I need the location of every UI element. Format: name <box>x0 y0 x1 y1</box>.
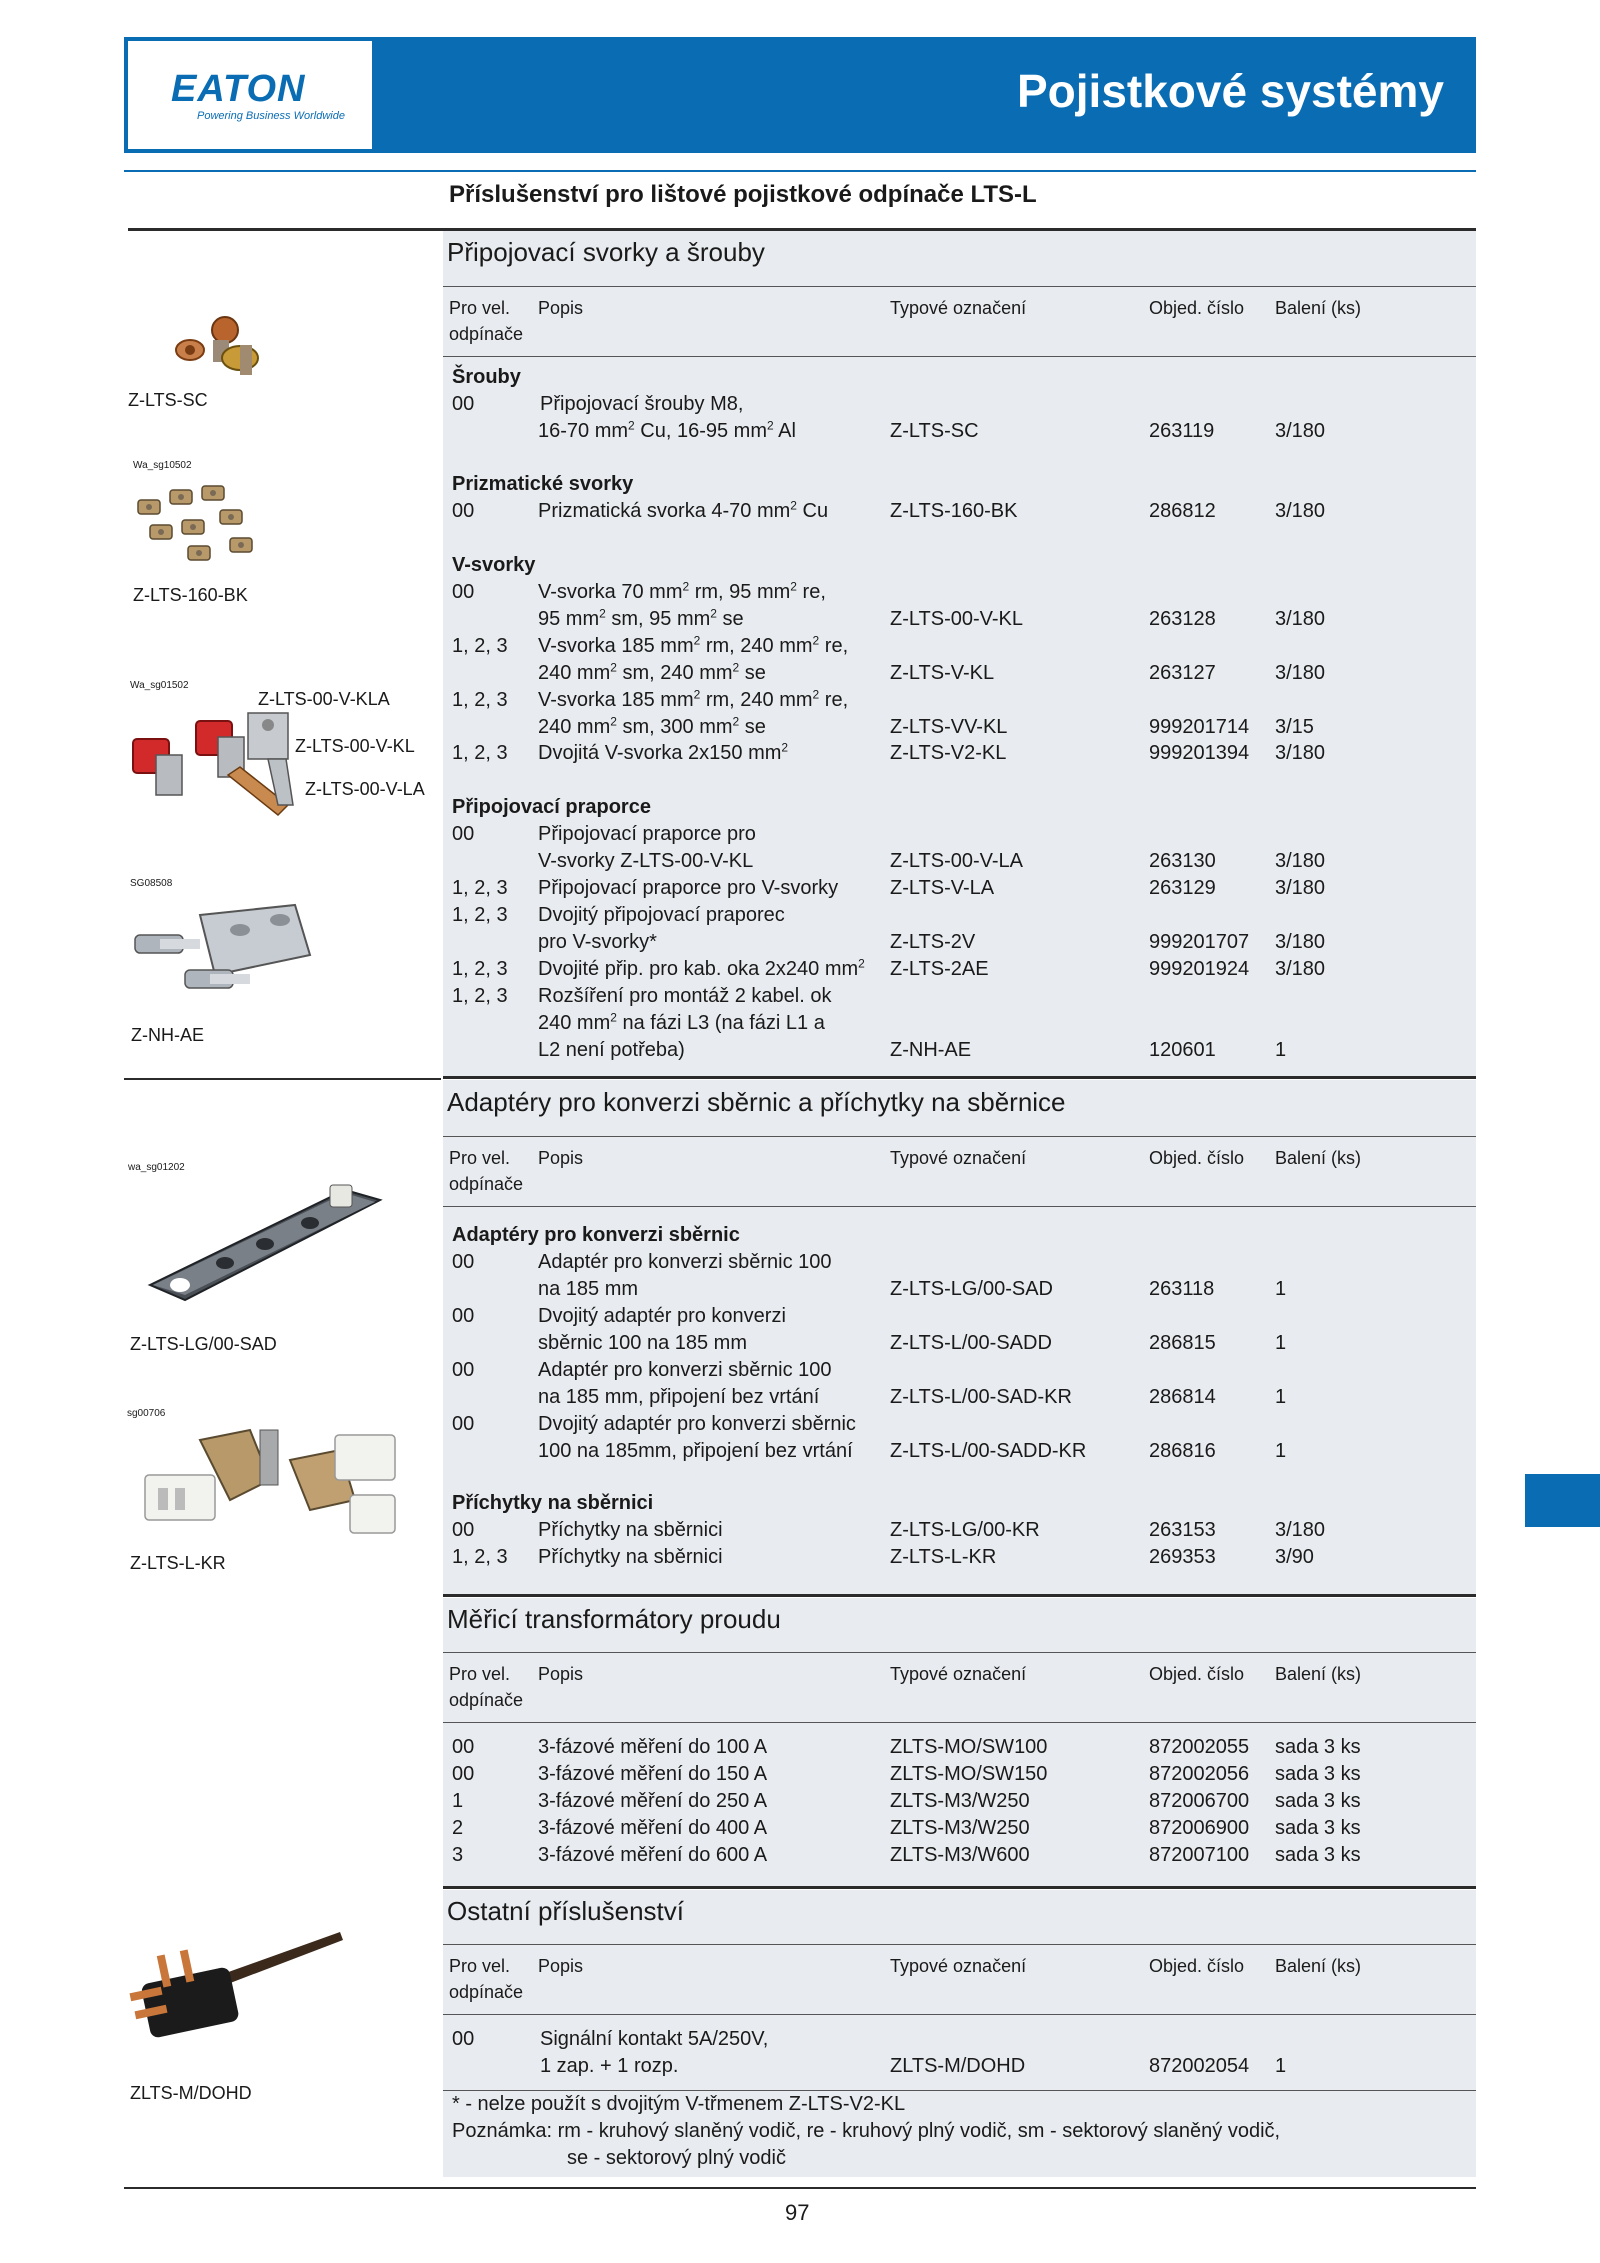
col-size-2: odpínače <box>449 1690 524 1710</box>
section-title: Připojovací svorky a šrouby <box>447 237 765 267</box>
row-desc: Připojovací praporce pro <box>538 823 756 845</box>
image-code: SG08508 <box>130 878 173 889</box>
row-size: 00 <box>452 1251 475 1273</box>
row-desc: sběrnic 100 na 185 mm <box>538 1332 748 1354</box>
row-size: 00 <box>452 1736 475 1758</box>
row-desc: V-svorka 185 $mm^2$ rm, 240 $mm^2$ re, <box>538 633 849 657</box>
row-desc: 3-fázové měření do 150 A <box>538 1763 768 1785</box>
col-size: Pro vel. <box>449 1956 511 1976</box>
row-size: 1 <box>452 1790 464 1812</box>
col-size: Pro vel. <box>449 298 511 318</box>
section-title: Ostatní příslušenství <box>447 1896 684 1926</box>
row-desc: 240 $mm^2$ na fázi L3 (na fázi L1 a <box>538 1010 825 1034</box>
row-pack: 3/180 <box>1275 420 1326 442</box>
row-desc: Adaptér pro konverzi sběrnic 100 <box>538 1359 832 1381</box>
section-divider <box>443 1886 1476 1889</box>
col-desc: Popis <box>538 298 584 318</box>
row-desc: Adaptér pro konverzi sběrnic 100 <box>538 1251 832 1273</box>
row-desc: L2 není potřeba) <box>538 1039 685 1061</box>
footnote: se - sektorový plný vodič <box>567 2147 786 2169</box>
row-type: ZLTS-M3/W250 <box>890 1817 1030 1839</box>
col-size: Pro vel. <box>449 1664 511 1684</box>
product-image-nh-ae <box>130 895 320 1005</box>
image-label: Z-LTS-00-V-LA <box>305 779 425 799</box>
row-order: 999201924 <box>1149 958 1250 980</box>
row-desc: 16-70 $mm^2$ Cu, 16-95 $mm^2$ Al <box>538 418 796 442</box>
row-order: 872002056 <box>1149 1763 1250 1785</box>
page-bottom-line <box>124 2187 1476 2189</box>
row-size: 00 <box>452 581 475 603</box>
col-order: Objed. číslo <box>1149 1664 1245 1684</box>
product-image-bus-clips <box>140 1420 410 1550</box>
image-label: ZLTS-M/DOHD <box>130 2083 252 2103</box>
row-size: 00 <box>452 393 475 415</box>
page-number: 97 <box>785 2200 810 2225</box>
header-rule <box>443 1652 1476 1653</box>
row-type: Z-LTS-LG/00-KR <box>890 1519 1040 1541</box>
row-order: 286814 <box>1149 1386 1216 1408</box>
row-size: 00 <box>452 2028 475 2050</box>
row-size: 00 <box>452 1305 475 1327</box>
row-size: 1, 2, 3 <box>452 904 508 926</box>
image-code: sg00706 <box>127 1408 166 1419</box>
row-order: 269353 <box>1149 1546 1216 1568</box>
row-order: 872007100 <box>1149 1844 1250 1866</box>
image-code: Wa_sg01502 <box>130 680 189 691</box>
row-type: Z-LTS-160-BK <box>890 500 1018 522</box>
row-pack: sada 3 ks <box>1275 1790 1361 1812</box>
row-type: ZLTS-M/DOHD <box>890 2055 1026 2077</box>
row-desc: 240 $mm^2$ sm, 240 $mm^2$ se <box>538 660 766 684</box>
row-type: Z-LTS-00-V-KL <box>890 608 1023 630</box>
row-size: 00 <box>452 823 475 845</box>
col-desc: Popis <box>538 1664 584 1684</box>
col-pack: Balení (ks) <box>1275 298 1362 318</box>
row-size: 00 <box>452 1763 475 1785</box>
row-type: Z-LTS-SC <box>890 420 979 442</box>
page-title: Pojistkové systémy <box>1016 65 1444 117</box>
image-label: Z-LTS-L-KR <box>130 1553 226 1573</box>
row-size: 1, 2, 3 <box>452 985 508 1007</box>
row-desc: Dvojitá V-svorka 2x150 $mm^2$ <box>538 740 789 764</box>
row-size: 1, 2, 3 <box>452 635 508 657</box>
row-order: 872002055 <box>1149 1736 1250 1758</box>
footnote: Poznámka: rm - kruhový slaněný vodič, re - kruhový plný vodič, sm - sektorový slaněný vodič, <box>452 2120 1281 2142</box>
row-order: 120601 <box>1149 1039 1216 1061</box>
row-type: Z-LTS-2V <box>890 931 976 953</box>
row-order: 872002054 <box>1149 2055 1250 2077</box>
row-type: Z-LTS-2AE <box>890 958 989 980</box>
row-pack: 1 <box>1275 1039 1287 1061</box>
row-desc: pro V-svorky* <box>538 931 657 953</box>
row-type: Z-LTS-LG/00-SAD <box>890 1278 1053 1300</box>
row-desc: Dvojitý připojovací praporec <box>538 904 785 926</box>
row-pack: 3/180 <box>1275 877 1326 899</box>
col-pack: Balení (ks) <box>1275 1664 1362 1684</box>
row-type: Z-LTS-L/00-SAD-KR <box>890 1386 1072 1408</box>
row-desc: Připojovací šrouby M8, <box>540 393 744 415</box>
header-rule <box>443 1722 1476 1723</box>
row-type: Z-LTS-V-LA <box>890 877 995 899</box>
row-desc: Prizmatická svorka 4-70 $mm^2$ Cu <box>538 498 829 522</box>
col-order: Objed. číslo <box>1149 298 1245 318</box>
footnote: * - nelze použít s dvojitým V-třmenem Z-LTS-V2-KL <box>452 2093 906 2115</box>
col-size-2: odpínače <box>449 1174 524 1194</box>
row-type: Z-LTS-V2-KL <box>890 742 1007 764</box>
row-desc: Příchytky na sběrnici <box>538 1546 723 1568</box>
row-type: Z-LTS-00-V-LA <box>890 850 1023 872</box>
main-title: Příslušenství pro lištové pojistkové odpínače LTS-L <box>449 181 1037 208</box>
row-type: ZLTS-MO/SW100 <box>890 1736 1048 1758</box>
row-order: 872006700 <box>1149 1790 1250 1812</box>
row-pack: 3/180 <box>1275 500 1326 522</box>
row-pack: 3/180 <box>1275 1519 1326 1541</box>
group-heading: Připojovací praporce <box>452 796 651 818</box>
row-desc: Připojovací praporce pro V-svorky <box>538 877 839 899</box>
section-divider <box>443 1594 1476 1597</box>
product-image-adapter <box>145 1175 385 1315</box>
chapter-tab <box>1525 1474 1600 1527</box>
logo-tagline: Powering Business Worldwide <box>197 110 345 122</box>
row-type: Z-LTS-L/00-SADD <box>890 1332 1052 1354</box>
row-order: 872006900 <box>1149 1817 1250 1839</box>
col-size-2: odpínače <box>449 324 524 344</box>
image-label: Z-LTS-160-BK <box>133 585 248 605</box>
row-desc: Dvojitý adaptér pro konverzi <box>538 1305 786 1327</box>
row-desc: 1 zap. + 1 rozp. <box>540 2055 679 2077</box>
col-order: Objed. číslo <box>1149 1956 1245 1976</box>
row-type: ZLTS-M3/W250 <box>890 1790 1030 1812</box>
row-pack: 3/180 <box>1275 958 1326 980</box>
row-order: 263119 <box>1149 420 1215 442</box>
header-rule <box>443 1136 1476 1137</box>
notes-rule <box>443 2090 1476 2091</box>
row-order: 263129 <box>1149 877 1216 899</box>
header-rule <box>443 1206 1476 1207</box>
row-desc: 95 $mm^2$ sm, 95 $mm^2$ se <box>538 606 744 630</box>
row-desc: Signální kontakt 5A/250V, <box>540 2028 769 2050</box>
col-pack: Balení (ks) <box>1275 1148 1362 1168</box>
row-pack: 1 <box>1275 1332 1287 1354</box>
row-desc: 3-fázové měření do 600 A <box>538 1844 768 1866</box>
col-desc: Popis <box>538 1956 584 1976</box>
row-order: 999201714 <box>1149 716 1250 738</box>
row-desc: 3-fázové měření do 250 A <box>538 1790 768 1812</box>
row-order: 263153 <box>1149 1519 1216 1541</box>
row-size: 3 <box>452 1844 464 1866</box>
row-order: 999201394 <box>1149 742 1250 764</box>
row-order: 286815 <box>1149 1332 1216 1354</box>
row-pack: 3/15 <box>1275 716 1314 738</box>
row-desc: V-svorka 185 $mm^2$ rm, 240 $mm^2$ re, <box>538 687 849 711</box>
row-size: 1, 2, 3 <box>452 742 508 764</box>
row-size: 00 <box>452 1519 475 1541</box>
row-pack: sada 3 ks <box>1275 1736 1361 1758</box>
row-type: Z-NH-AE <box>890 1039 972 1061</box>
row-pack: 3/180 <box>1275 662 1326 684</box>
row-desc: na 185 mm, připojení bez vrtání <box>538 1386 820 1408</box>
group-heading: Adaptéry pro konverzi sběrnic <box>452 1224 740 1246</box>
image-label: Z-LTS-LG/00-SAD <box>130 1334 277 1354</box>
col-type: Typové označení <box>890 1148 1027 1168</box>
row-desc: Dvojité přip. pro kab. oka 2x240 $mm^2$ <box>538 956 865 980</box>
row-desc: V-svorky Z-LTS-00-V-KL <box>538 850 754 872</box>
row-order: 263118 <box>1149 1278 1215 1300</box>
section-title: Měřicí transformátory proudu <box>447 1604 781 1634</box>
row-pack: 3/180 <box>1275 931 1326 953</box>
row-order: 999201707 <box>1149 931 1250 953</box>
image-code: Wa_sg10502 <box>133 460 192 471</box>
row-size: 2 <box>452 1817 464 1839</box>
row-type: Z-LTS-V-KL <box>890 662 995 684</box>
header-rule <box>443 286 1476 287</box>
row-pack: sada 3 ks <box>1275 1844 1361 1866</box>
row-pack: 1 <box>1275 2055 1287 2077</box>
row-size: 00 <box>452 1359 475 1381</box>
product-image-screws <box>130 300 260 390</box>
group-heading: V-svorky <box>452 554 536 576</box>
group-heading: Prizmatické svorky <box>452 473 634 495</box>
header-rule <box>443 1944 1476 1945</box>
header-divider <box>124 170 1476 172</box>
row-type: Z-LTS-L-KR <box>890 1546 997 1568</box>
col-size-2: odpínače <box>449 1982 524 2002</box>
row-desc: Dvojitý adaptér pro konverzi sběrnic <box>538 1413 856 1435</box>
section-divider <box>124 1078 441 1080</box>
row-order: 263130 <box>1149 850 1216 872</box>
col-type: Typové označení <box>890 1664 1027 1684</box>
row-size: 00 <box>452 1413 475 1435</box>
row-type: ZLTS-MO/SW150 <box>890 1763 1048 1785</box>
row-pack: 3/180 <box>1275 608 1326 630</box>
row-pack: 1 <box>1275 1440 1287 1462</box>
product-image-v-clamps <box>128 705 308 835</box>
row-order: 286812 <box>1149 500 1216 522</box>
image-label: Z-LTS-00-V-KLA <box>258 689 390 709</box>
row-desc: Rozšíření pro montáž 2 kabel. ok <box>538 985 832 1007</box>
col-order: Objed. číslo <box>1149 1148 1245 1168</box>
row-size: 1, 2, 3 <box>452 1546 508 1568</box>
row-pack: 3/180 <box>1275 850 1326 872</box>
row-type: Z-LTS-L/00-SADD-KR <box>890 1440 1087 1462</box>
header-rule <box>443 356 1476 357</box>
row-pack: 1 <box>1275 1278 1287 1300</box>
image-label: Z-LTS-00-V-KL <box>295 736 415 756</box>
row-desc: Příchytky na sběrnici <box>538 1519 723 1541</box>
row-size: 1, 2, 3 <box>452 689 508 711</box>
col-type: Typové označení <box>890 298 1027 318</box>
row-order: 286816 <box>1149 1440 1216 1462</box>
row-size: 1, 2, 3 <box>452 958 508 980</box>
row-pack: 3/90 <box>1275 1546 1314 1568</box>
row-type: ZLTS-M3/W600 <box>890 1844 1030 1866</box>
row-desc: 240 $mm^2$ sm, 300 $mm^2$ se <box>538 714 766 738</box>
product-image-prism-clamps <box>130 480 270 570</box>
group-heading: Šrouby <box>452 366 521 388</box>
section-title: Adaptéry pro konverzi sběrnic a příchytky na sběrnice <box>447 1087 1066 1117</box>
row-type: Z-LTS-VV-KL <box>890 716 1008 738</box>
row-size: 1, 2, 3 <box>452 877 508 899</box>
header-rule <box>443 2014 1476 2015</box>
row-desc: na 185 mm <box>538 1278 639 1300</box>
row-order: 263127 <box>1149 662 1216 684</box>
image-label: Z-NH-AE <box>131 1025 204 1045</box>
section-divider <box>128 228 1476 231</box>
row-desc: 100 na 185mm, připojení bez vrtání <box>538 1440 853 1462</box>
row-size: 00 <box>452 500 475 522</box>
row-pack: sada 3 ks <box>1275 1817 1361 1839</box>
group-heading: Příchytky na sběrnici <box>452 1492 654 1514</box>
product-image-signal-contact <box>125 1930 345 2040</box>
image-code: wa_sg01202 <box>128 1162 185 1173</box>
row-pack: sada 3 ks <box>1275 1763 1361 1785</box>
col-size: Pro vel. <box>449 1148 511 1168</box>
row-pack: 3/180 <box>1275 742 1326 764</box>
row-pack: 1 <box>1275 1386 1287 1408</box>
col-type: Typové označení <box>890 1956 1027 1976</box>
row-desc: V-svorka 70 $mm^2$ rm, 95 $mm^2$ re, <box>538 579 826 603</box>
row-desc: 3-fázové měření do 400 A <box>538 1817 768 1839</box>
section-divider <box>443 1076 1476 1079</box>
col-pack: Balení (ks) <box>1275 1956 1362 1976</box>
col-desc: Popis <box>538 1148 584 1168</box>
row-order: 263128 <box>1149 608 1216 630</box>
row-desc: 3-fázové měření do 100 A <box>538 1736 768 1758</box>
eaton-logo: EATON <box>171 68 306 110</box>
image-label: Z-LTS-SC <box>128 390 208 410</box>
